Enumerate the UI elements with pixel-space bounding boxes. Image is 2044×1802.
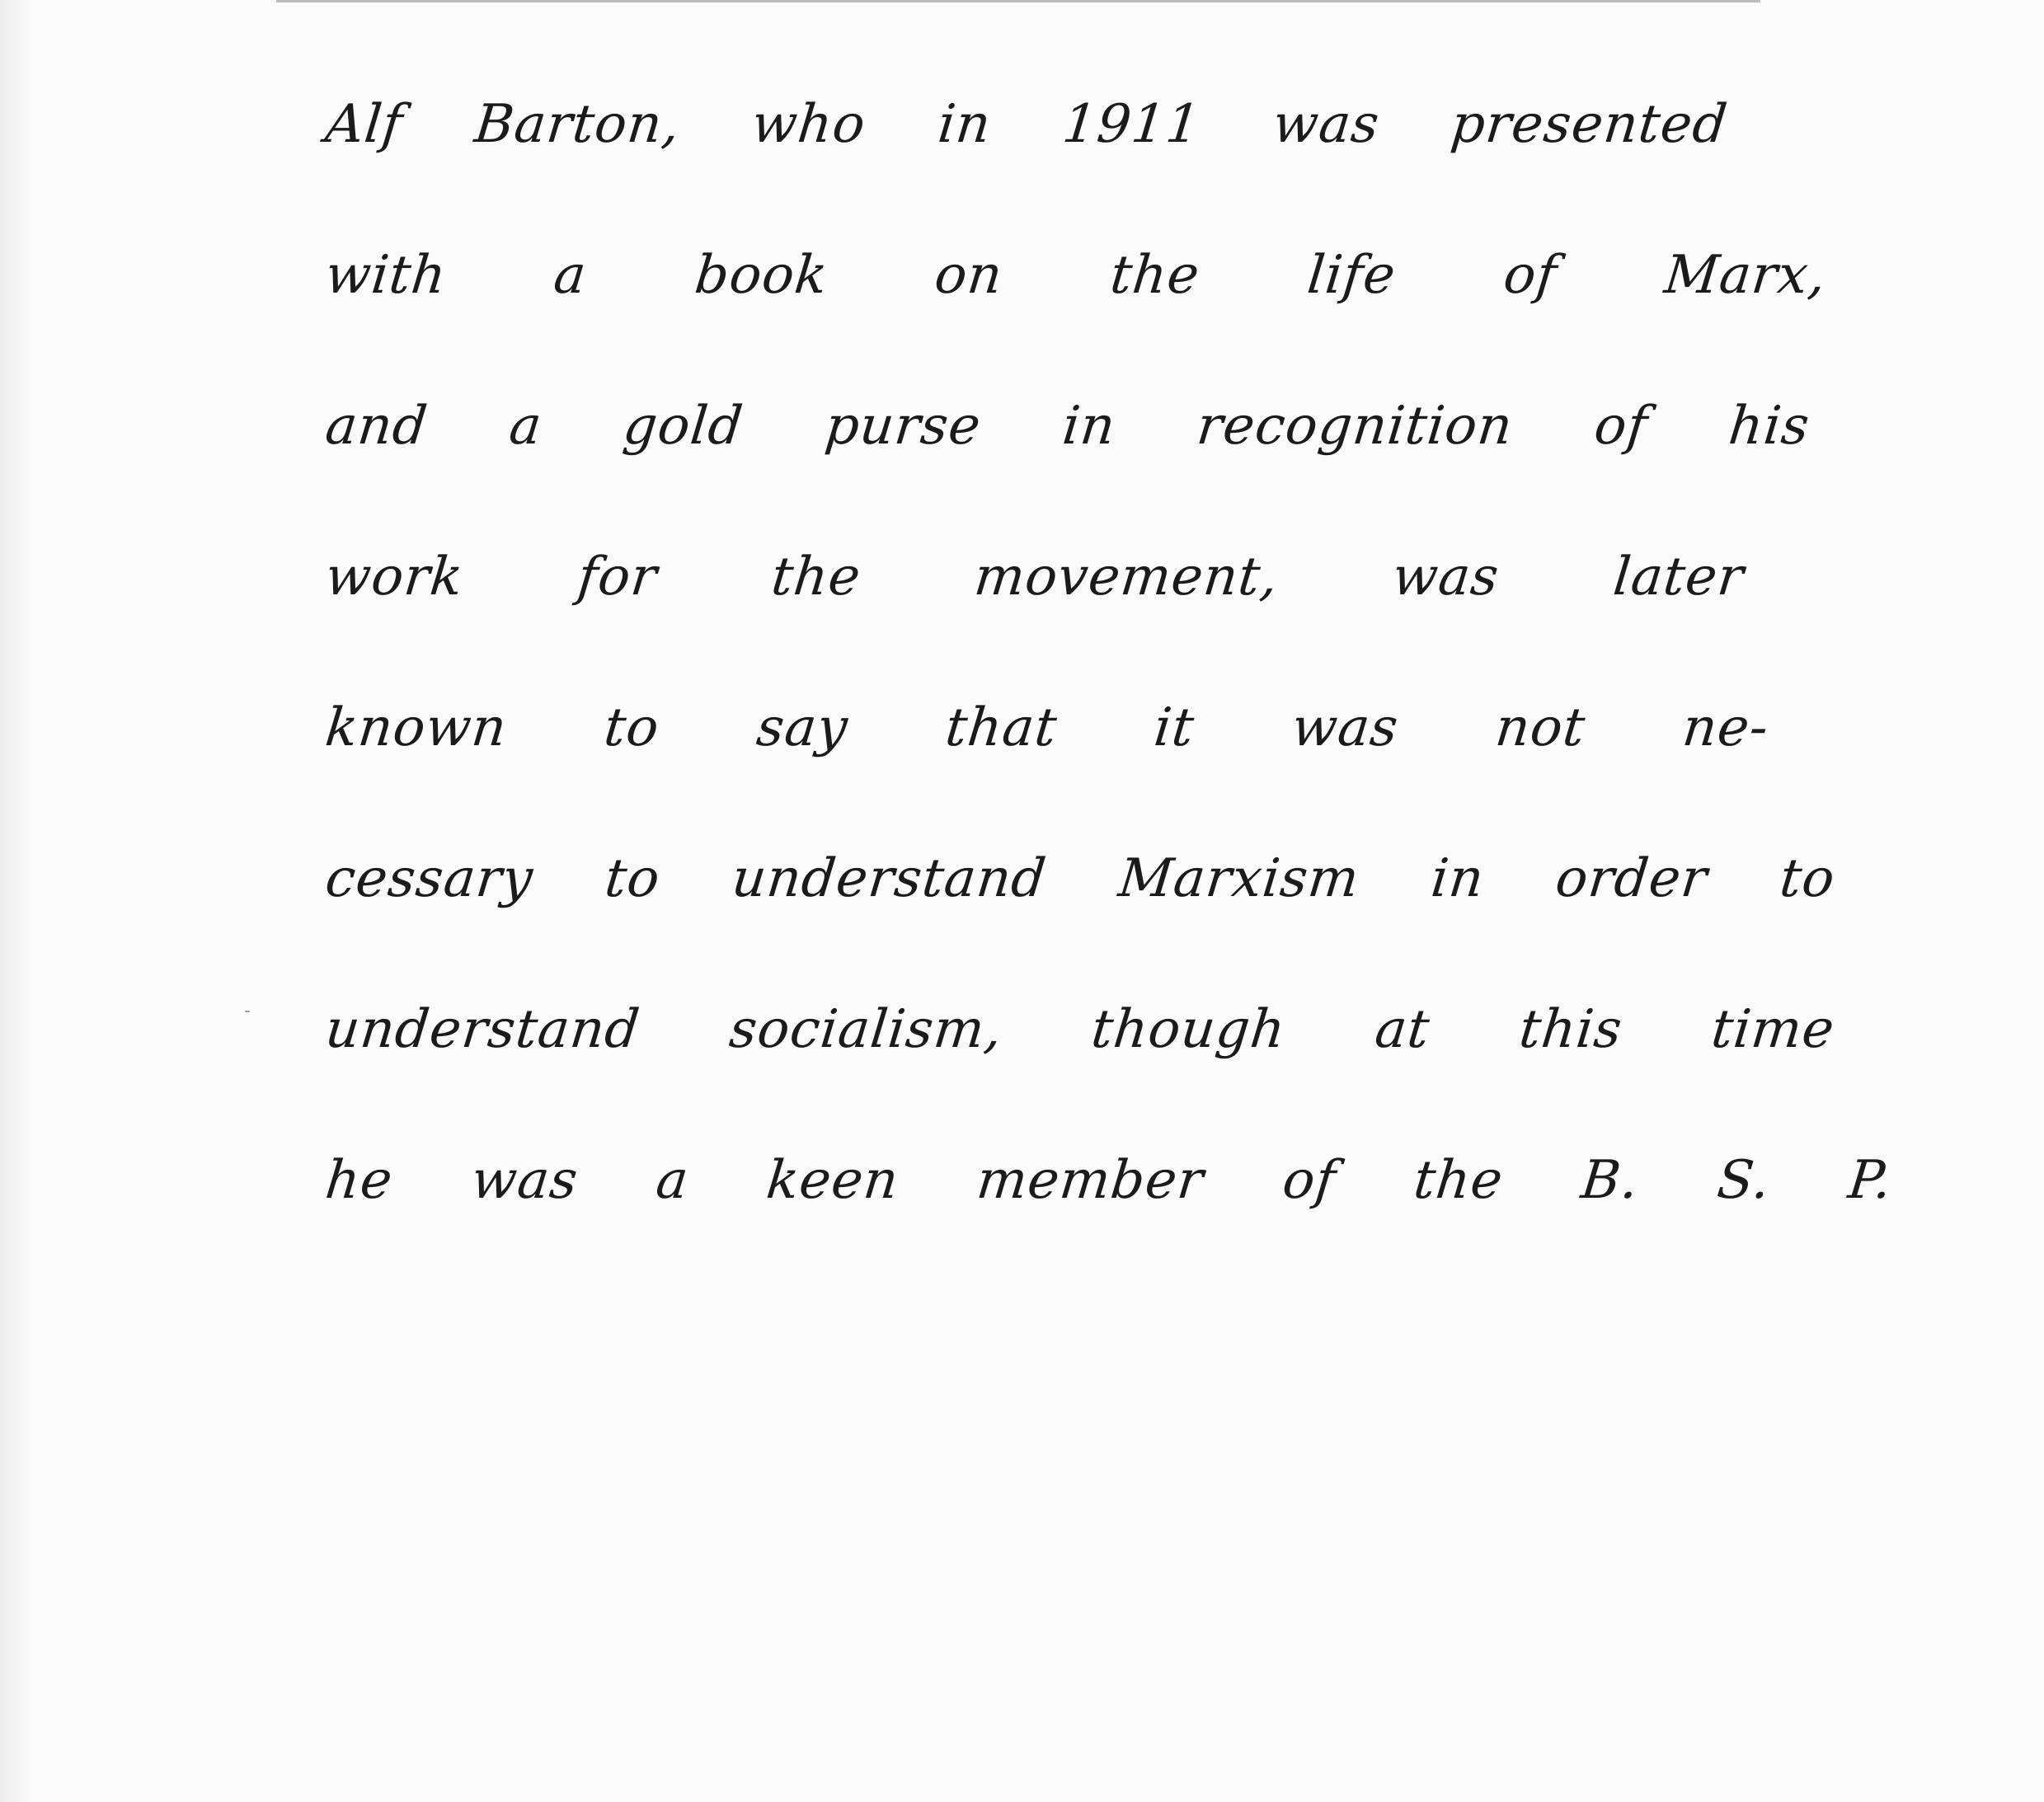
text-line-6 (322, 804, 1838, 955)
word: gold (620, 396, 747, 457)
word: in (934, 94, 994, 155)
text-line-2 (322, 200, 1830, 351)
word: in (1059, 396, 1119, 457)
word: known (322, 697, 510, 758)
text-line-8 (322, 1105, 1896, 1256)
word: work (322, 547, 467, 608)
word: recognition (1194, 396, 1516, 457)
word: of (1279, 1150, 1339, 1211)
word: was (1269, 94, 1383, 155)
word: a (505, 396, 545, 457)
word: S. (1714, 1150, 1774, 1211)
word: socialism, (726, 999, 1006, 1060)
word: understand (322, 999, 643, 1060)
word: to (602, 848, 664, 909)
ink-speck (245, 1011, 250, 1012)
word: Marx, (1661, 245, 1830, 306)
word: was (1389, 547, 1503, 608)
word: B. (1578, 1150, 1642, 1211)
word: Marxism (1115, 848, 1363, 909)
word: cessary (322, 848, 537, 909)
word: purse (821, 396, 984, 457)
word: on (932, 245, 1007, 306)
text-line-5 (322, 653, 1772, 804)
word: life (1304, 245, 1399, 306)
text-line-7 (322, 955, 1838, 1105)
word: book (691, 245, 831, 306)
word: and (322, 396, 431, 457)
word: later (1610, 547, 1747, 608)
word: 1911 (1060, 94, 1204, 155)
handwritten-text (322, 49, 1909, 1256)
word: this (1516, 999, 1626, 1060)
word: a (652, 1150, 692, 1211)
word: was (1288, 697, 1402, 758)
word: member (974, 1150, 1208, 1211)
word: at (1372, 999, 1433, 1060)
word: though (1088, 999, 1290, 1060)
word: not (1492, 697, 1589, 758)
scan-top-border (276, 0, 1760, 2)
word: of (1501, 245, 1561, 306)
word: order (1553, 848, 1711, 909)
word: Alf (322, 94, 406, 155)
text-line-1 (322, 49, 1731, 200)
word: time (1708, 999, 1838, 1060)
text-line-4 (322, 502, 1747, 653)
word: the (768, 547, 864, 608)
word: for (574, 547, 660, 608)
word: in (1428, 848, 1487, 909)
word: who (749, 94, 869, 155)
word: the (1107, 245, 1204, 306)
word: that (942, 697, 1060, 758)
word: understand (729, 848, 1050, 909)
word: with (322, 245, 450, 306)
word: presented (1448, 94, 1731, 155)
word: movement, (971, 547, 1282, 608)
scan-edge-shadow (0, 0, 33, 1802)
word: his (1726, 396, 1813, 457)
word: the (1411, 1150, 1506, 1211)
word: a (551, 245, 590, 306)
text-line-3 (322, 351, 1813, 502)
word: P. (1845, 1150, 1896, 1211)
word: it (1151, 697, 1198, 758)
word: he (322, 1150, 397, 1211)
word: of (1591, 396, 1651, 457)
word: to (1776, 848, 1838, 909)
word: was (468, 1150, 581, 1211)
word: keen (764, 1150, 902, 1211)
word: say (754, 697, 852, 758)
word: to (601, 697, 663, 758)
word: Barton, (472, 94, 684, 155)
word: ne- (1680, 697, 1772, 758)
